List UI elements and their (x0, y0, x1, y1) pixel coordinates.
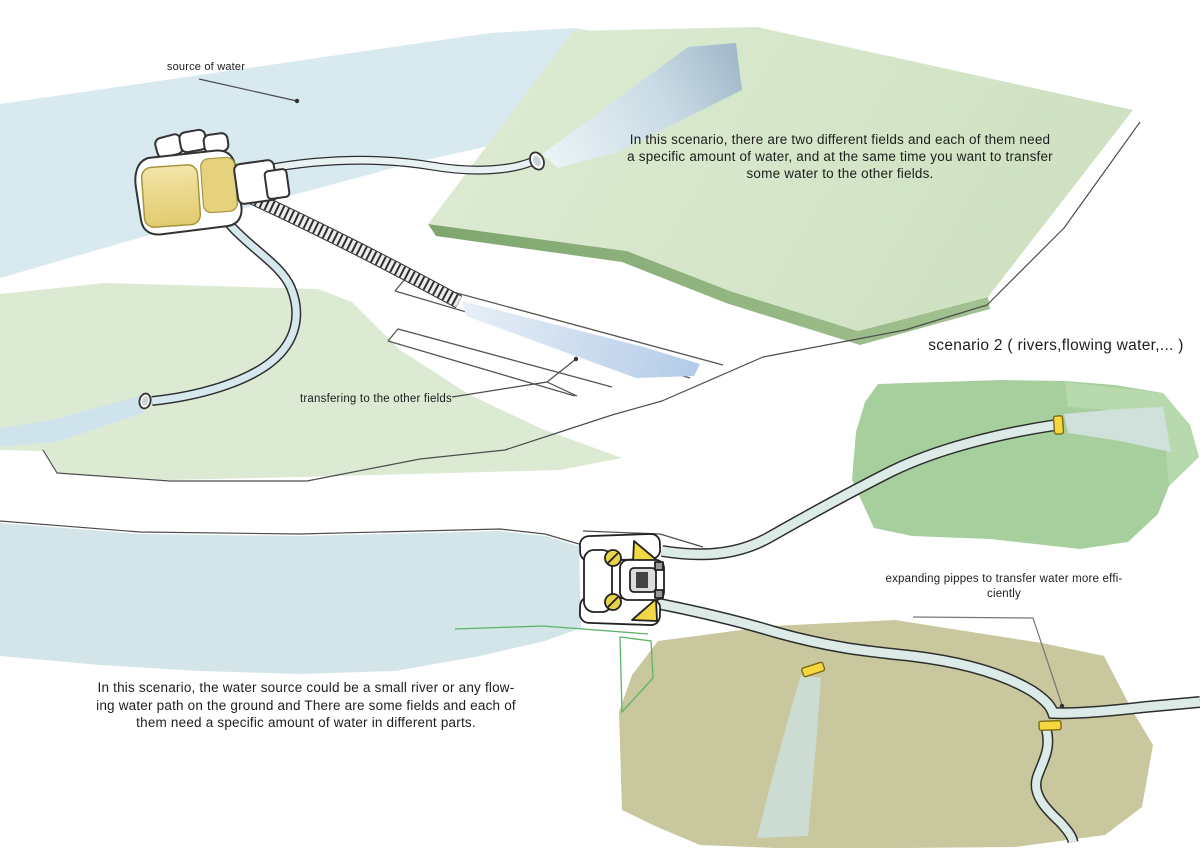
channel-water-stream (462, 301, 700, 378)
scenario2-title: scenario 2 ( rivers,flowing water,... ) (928, 337, 1184, 354)
pump-device-2 (580, 534, 664, 626)
scenario2-description-line2: ing water path on the ground and There are some fields and each of (96, 697, 516, 713)
scenario1-description-line2: a specific amount of water, and at the same time you want to transfer (627, 149, 1053, 164)
scenario1-description (600, 131, 1080, 182)
expanding-pipes-label-line1: expanding pippes to transfer water more effi- (885, 573, 1123, 585)
pipe-connector-east (1053, 416, 1063, 435)
scenario1-description-line3: some water to the other fields. (746, 166, 934, 181)
scenario2-description (62, 679, 550, 732)
transfer-label: transfering to the other fields (300, 393, 452, 405)
source-of-water-label: source of water (166, 61, 246, 73)
scenario2-description-line3: them need a specific amount of water in different parts. (136, 715, 476, 730)
expanding-pipes-label (858, 572, 1150, 602)
scenario1-description-line1: In this scenario, there are two different fields and each of them need (629, 132, 1051, 147)
scenario2-description-line1: In this scenario, the water source could be a small river or any flow- (97, 680, 515, 695)
river-scenario2 (0, 523, 581, 674)
expanding-pipes-label-line2: ciently (987, 588, 1021, 600)
pipe-connector-branch2 (1039, 721, 1061, 731)
